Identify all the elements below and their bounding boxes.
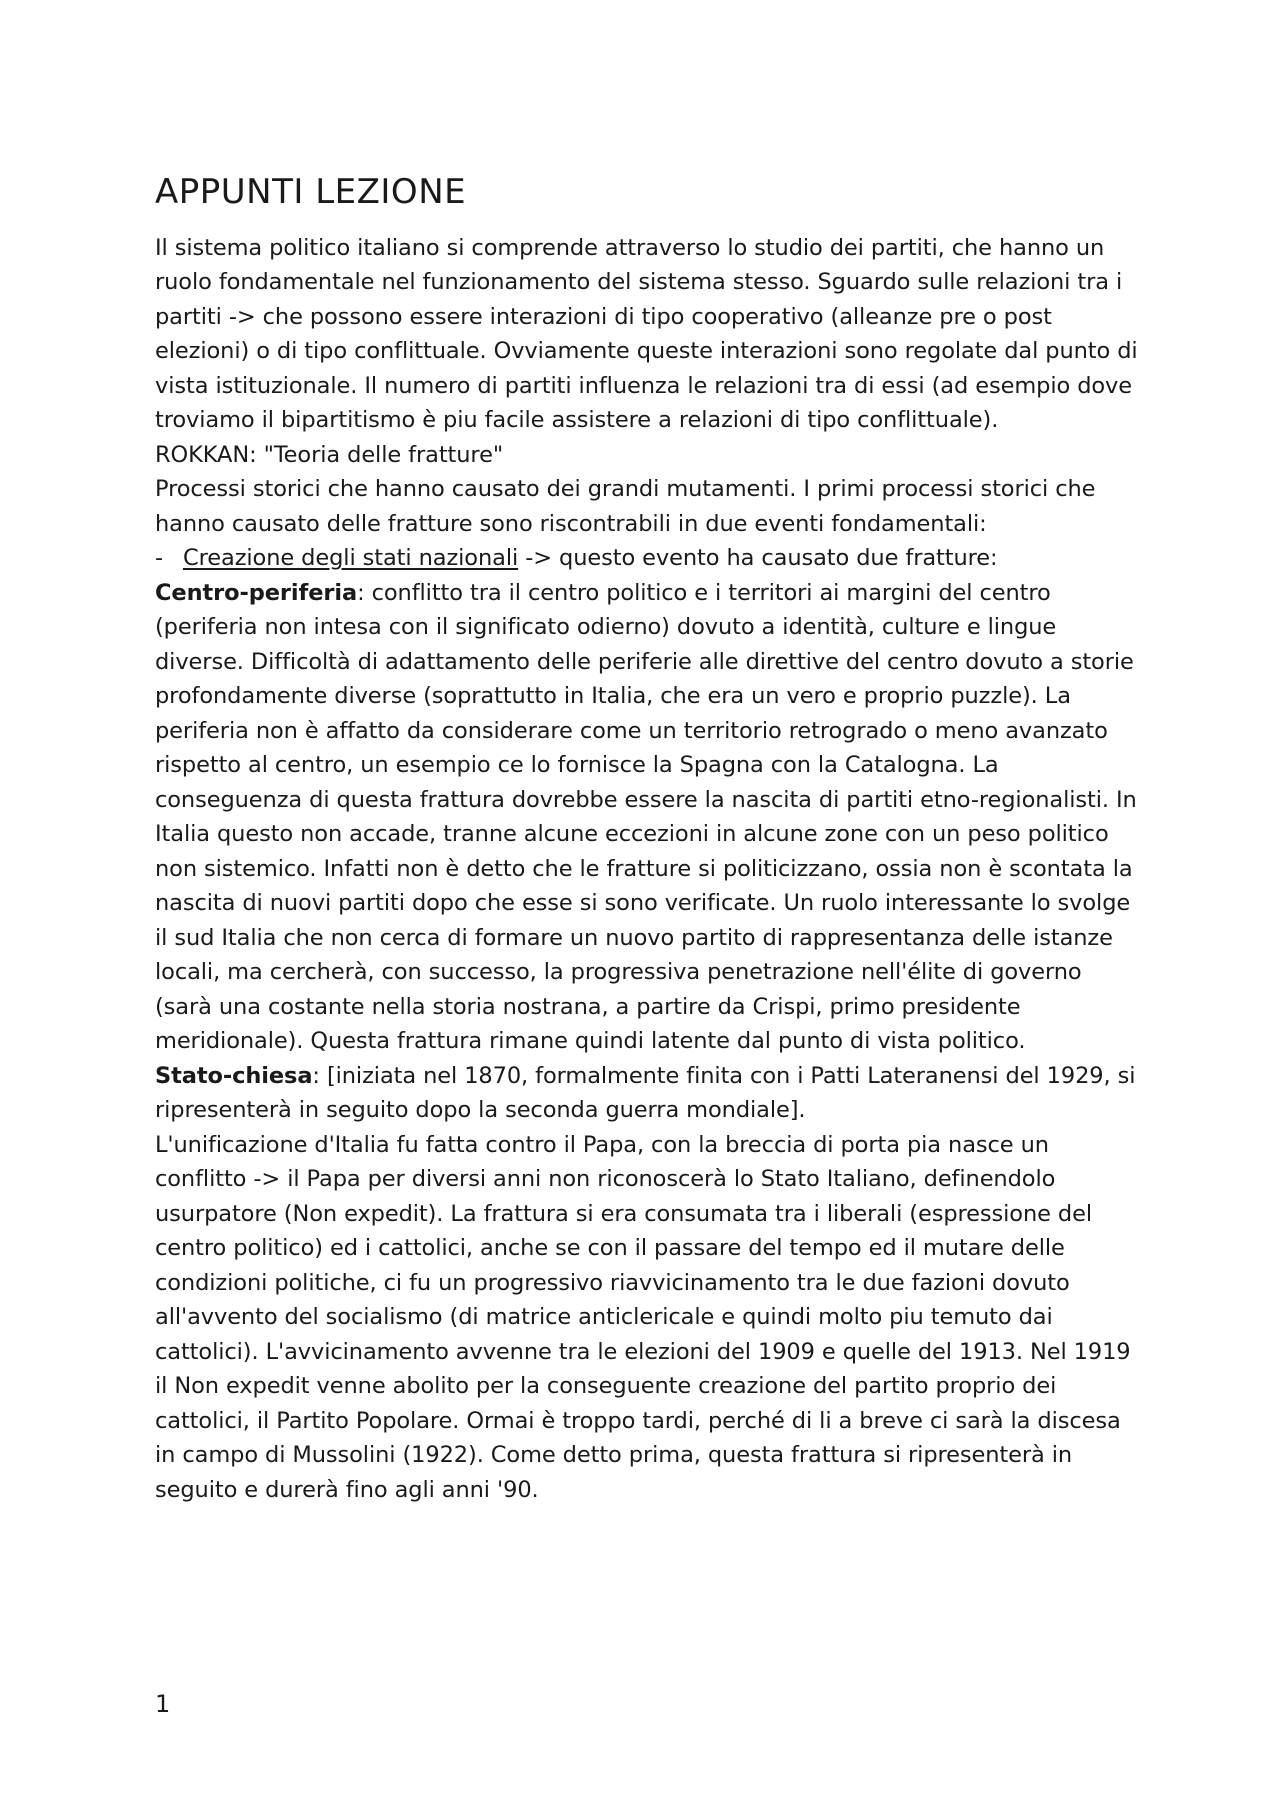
centro-periferia-label: Centro-periferia <box>155 579 358 606</box>
stato-chiesa-text: : [iniziata nel 1870, formalmente finita con i Patti Lateranensi del 1929, si ripresenterà in seguito dopo la seconda guerra mondiale]. <box>155 1062 1136 1124</box>
bullet-rest-text: -> questo evento ha causato due fratture: <box>518 545 998 572</box>
document-body <box>155 231 1145 1508</box>
bullet-underlined-text: Creazione degli stati nazionali <box>183 545 519 572</box>
paragraph-centro-periferia <box>155 576 1145 1059</box>
paragraph-unificazione: L'unificazione d'Italia fu fatta contro il Papa, con la breccia di porta pia nasce un conflitto -> il Papa per diversi anni non riconoscerà lo Stato Italiano, definendolo usurpatore (Non expedit). La frattura si era consumata tra i liberali (espressione del centro politico) ed i cattolici, anche se con il passare del tempo ed il mutare delle condizioni politiche, ci fu un progressivo riavvicinamento tra le due fazioni dovuto all'avvento del socialismo (di matrice anticlericale e quindi molto piu temuto dai cattolici). L'avvicinamento avvenne tra le elezioni del 1909 e quelle del 1913. Nel 1919 il Non expedit venne abolito per la conseguente creazione del partito proprio dei cattolici, il Partito Popolare. Ormai è troppo tardi, perché di li a breve ci sarà la discesa in campo di Mussolini (1922). Come detto prima, questa frattura si ripresenterà in seguito e durerà fino agli anni '90. <box>155 1131 1131 1503</box>
centro-periferia-text: : conflitto tra il centro politico e i territori ai margini del centro (periferia non intesa con il significato odierno) dovuto a identità, culture e lingue diverse. Difficoltà di adattamento delle periferie alle direttive del centro dovuto a storie profondamente diverse (soprattutto in Italia, che era un vero e proprio puzzle). La periferia non è affatto da considerare come un territorio retrogrado o meno avanzato rispetto al centro, un esempio ce lo fornisce la Spagna con la Catalogna. La conseguenza di questa frattura dovrebbe essere la nascita di partiti etno-regionalisti. In Italia questo non accade, tranne alcune eccezioni in alcune zone con un peso politico non sistemico. Infatti non è detto che le fratture si politicizzano, ossia non è scontata la nascita di nuovi partiti dopo che esse si sono verificate. Un ruolo interessante lo svolge il sud Italia che non cerca di formare un nuovo partito di rappresentanza delle istanze locali, ma cercherà, con successo, la progressiva penetrazione nell'élite di governo (sarà una costante nella storia nostrana, a partire da Crispi, primo presidente meridionale). Questa frattura rimane quindi latente dal punto di vista politico. <box>155 579 1137 1055</box>
page-title: APPUNTI LEZIONE <box>155 172 467 212</box>
document-content <box>155 172 1145 1507</box>
paragraph-processi: Processi storici che hanno causato dei grandi mutamenti. I primi processi storici che hanno causato delle fratture sono riscontrabili in due eventi fondamentali: <box>155 476 1096 537</box>
bullet-marker: - <box>155 545 164 572</box>
paragraph-rokkan: ROKKAN: "Teoria delle fratture" <box>155 441 504 468</box>
paragraph-intro: Il sistema politico italiano si comprende attraverso lo studio dei partiti, che hanno un ruolo fondamentale nel funzionamento del sistema stesso. Sguardo sulle relazioni tra i partiti -> che possono essere interazioni di tipo cooperativo (alleanze pre o post elezioni) o di tipo conflittuale. Ovviamente queste interazioni sono regolate dal punto di vista istituzionale. Il numero di partiti influenza le relazioni tra di essi (ad esempio dove troviamo il bipartitismo è piu facile assistere a relazioni di tipo conflittuale). <box>155 234 1138 434</box>
page-number: 1 <box>155 1690 171 1718</box>
stato-chiesa-label: Stato-chiesa <box>155 1062 313 1089</box>
bullet-item-stati-nazionali <box>155 541 1145 576</box>
paragraph-stato-chiesa <box>155 1059 1145 1128</box>
